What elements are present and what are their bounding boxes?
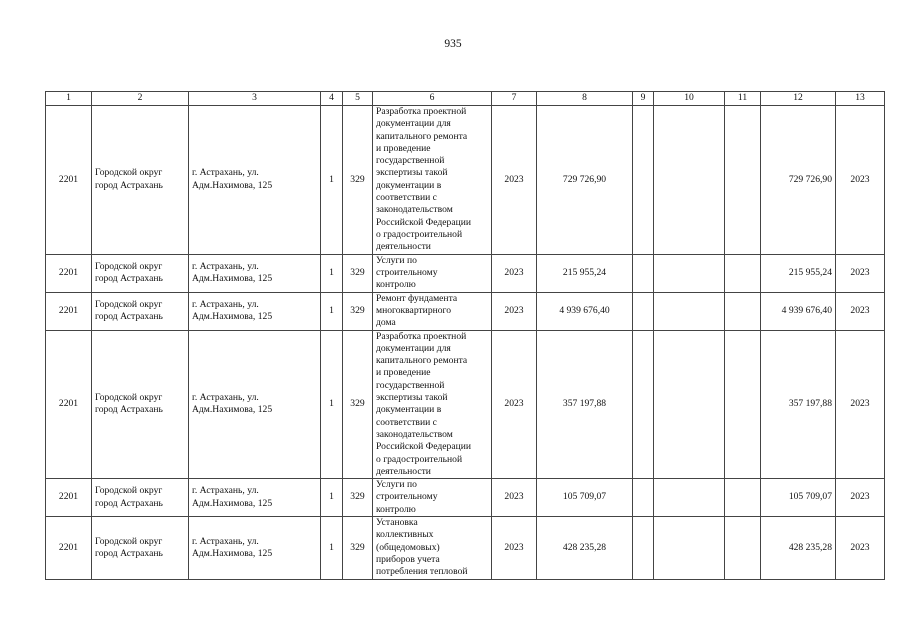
col10-cell	[654, 479, 725, 517]
funding-cell: 215 955,24	[761, 254, 836, 292]
column-header: 3	[189, 92, 321, 106]
region-code-cell: 2201	[46, 254, 92, 292]
column-header: 8	[537, 92, 633, 106]
table-row	[46, 479, 885, 517]
funding-cell: 729 726,90	[761, 106, 836, 255]
table-row	[46, 292, 885, 330]
column-header: 9	[633, 92, 654, 106]
col10-cell	[654, 517, 725, 579]
work-description-cell: Услуги по строительному контролю	[373, 254, 492, 292]
completion-year-cell: 2023	[836, 517, 885, 579]
column-header: 5	[343, 92, 373, 106]
address-cell: г. Астрахань, ул. Адм.Нахимова, 125	[189, 479, 321, 517]
total-cost-cell: 4 939 676,40	[537, 292, 633, 330]
page-number: 935	[444, 38, 462, 50]
region-code-cell: 2201	[46, 517, 92, 579]
address-cell: г. Астрахань, ул. Адм.Нахимова, 125	[189, 330, 321, 479]
table-header-row	[46, 92, 885, 106]
region-code-cell: 2201	[46, 106, 92, 255]
region-code-cell: 2201	[46, 292, 92, 330]
col5-cell: 329	[343, 517, 373, 579]
total-cost-cell: 428 235,28	[537, 517, 633, 579]
region-code-cell: 2201	[46, 479, 92, 517]
total-cost-cell: 105 709,07	[537, 479, 633, 517]
col9-cell	[633, 330, 654, 479]
completion-year-cell: 2023	[836, 106, 885, 255]
funding-cell: 357 197,88	[761, 330, 836, 479]
col9-cell	[633, 479, 654, 517]
municipality-cell: Городской округ город Астрахань	[92, 330, 189, 479]
column-header: 4	[321, 92, 343, 106]
municipality-cell: Городской округ город Астрахань	[92, 106, 189, 255]
completion-year-cell: 2023	[836, 330, 885, 479]
municipality-cell: Городской округ город Астрахань	[92, 254, 189, 292]
address-cell: г. Астрахань, ул. Адм.Нахимова, 125	[189, 106, 321, 255]
col11-cell	[725, 517, 761, 579]
year-cell: 2023	[492, 330, 537, 479]
column-header: 13	[836, 92, 885, 106]
work-description-cell: Ремонт фундамента многоквартирного дома	[373, 292, 492, 330]
funding-cell: 428 235,28	[761, 517, 836, 579]
col11-cell	[725, 254, 761, 292]
address-cell: г. Астрахань, ул. Адм.Нахимова, 125	[189, 254, 321, 292]
col9-cell	[633, 292, 654, 330]
col4-cell: 1	[321, 254, 343, 292]
municipality-cell: Городской округ город Астрахань	[92, 479, 189, 517]
col11-cell	[725, 292, 761, 330]
column-header: 10	[654, 92, 725, 106]
col10-cell	[654, 330, 725, 479]
work-description-cell: Разработка проектной документации для капитального ремонта и проведение государственной экспертизы такой документации в соответствии с законодательством Российской Федерации о градостроительной деятельности	[373, 330, 492, 479]
col10-cell	[654, 292, 725, 330]
total-cost-cell: 357 197,88	[537, 330, 633, 479]
table-row	[46, 254, 885, 292]
year-cell: 2023	[492, 106, 537, 255]
total-cost-cell: 729 726,90	[537, 106, 633, 255]
completion-year-cell: 2023	[836, 479, 885, 517]
col11-cell	[725, 330, 761, 479]
col11-cell	[725, 106, 761, 255]
column-header: 1	[46, 92, 92, 106]
region-code-cell: 2201	[46, 330, 92, 479]
municipality-cell: Городской округ город Астрахань	[92, 517, 189, 579]
total-cost-cell: 215 955,24	[537, 254, 633, 292]
completion-year-cell: 2023	[836, 292, 885, 330]
column-header: 6	[373, 92, 492, 106]
work-description-cell: Разработка проектной документации для капитального ремонта и проведение государственной экспертизы такой документации в соответствии с законодательством Российской Федерации о градостроительной деятельности	[373, 106, 492, 255]
col5-cell: 329	[343, 254, 373, 292]
col9-cell	[633, 517, 654, 579]
column-header: 11	[725, 92, 761, 106]
col4-cell: 1	[321, 517, 343, 579]
col5-cell: 329	[343, 479, 373, 517]
table-row	[46, 330, 885, 479]
col4-cell: 1	[321, 479, 343, 517]
col11-cell	[725, 479, 761, 517]
col5-cell: 329	[343, 106, 373, 255]
year-cell: 2023	[492, 254, 537, 292]
municipality-cell: Городской округ город Астрахань	[92, 292, 189, 330]
table-row	[46, 517, 885, 579]
column-header: 7	[492, 92, 537, 106]
col5-cell: 329	[343, 292, 373, 330]
work-description-cell: Услуги по строительному контролю	[373, 479, 492, 517]
completion-year-cell: 2023	[836, 254, 885, 292]
funding-cell: 4 939 676,40	[761, 292, 836, 330]
column-header: 12	[761, 92, 836, 106]
col9-cell	[633, 254, 654, 292]
col10-cell	[654, 106, 725, 255]
table-row	[46, 106, 885, 255]
col4-cell: 1	[321, 106, 343, 255]
funding-cell: 105 709,07	[761, 479, 836, 517]
column-header: 2	[92, 92, 189, 106]
col10-cell	[654, 254, 725, 292]
work-description-cell: Установка коллективных (общедомовых) приборов учета потребления тепловой	[373, 517, 492, 579]
col9-cell	[633, 106, 654, 255]
col5-cell: 329	[343, 330, 373, 479]
year-cell: 2023	[492, 479, 537, 517]
data-table	[45, 91, 885, 580]
address-cell: г. Астрахань, ул. Адм.Нахимова, 125	[189, 517, 321, 579]
year-cell: 2023	[492, 517, 537, 579]
address-cell: г. Астрахань, ул. Адм.Нахимова, 125	[189, 292, 321, 330]
col4-cell: 1	[321, 292, 343, 330]
col4-cell: 1	[321, 330, 343, 479]
year-cell: 2023	[492, 292, 537, 330]
